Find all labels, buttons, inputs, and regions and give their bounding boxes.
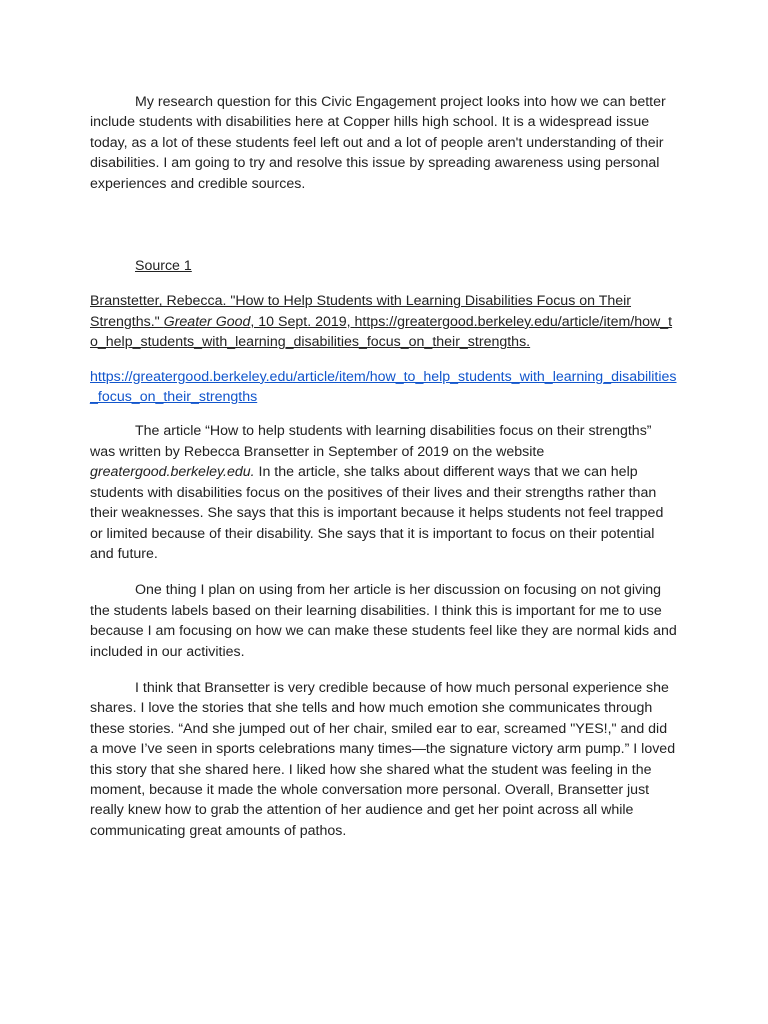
citation-author-title: Branstetter, Rebecca. "How to Help Students with Learning Disabilities Focus on Their Strengths."	[90, 293, 632, 330]
summary-text-end: In the article, she talks about different ways that we can help students with disabilities focus on the positives of their lives and their strengths rather than their weaknesses. She says that this is important because it helps students not feel trapped or limited because of their disability. She says that it is important to focus on their potential and future.	[90, 464, 664, 562]
blank-space	[90, 194, 678, 256]
citation-date: , 10 Sept. 2019,	[250, 313, 355, 330]
citation-publication: Greater Good	[163, 313, 251, 330]
source-citation	[90, 291, 678, 352]
citation-url: https://greatergood.berkeley.edu/article/item/how_to_help_students_with_learning_disabilities_focus_on_their_strengths.	[90, 313, 673, 351]
intro-paragraph: My research question for this Civic Engagement project looks into how we can better include students with disabilities here at Copper hills high school. It is a widespread issue today, as a lot of these students feel left out and a lot of people aren't understanding of their disabilities. I am going to try and resolve this issue by spreading awareness using personal experiences and credible sources.	[90, 94, 666, 192]
summary-text-start: The article “How to help students with learning disabilities focus on their strengths” was written by Rebecca Bransetter in September of 2019 on the website	[90, 423, 652, 460]
source-heading	[90, 256, 678, 276]
credibility-paragraph: I think that Bransetter is very credible because of how much personal experience she shares. I love the stories that she tells and how much emotion she communicates through these stories. “And she jumped out of her chair, smiled ear to ear, screamed "YES!," and did a move I’ve seen in sports celebrations many times—the signature victory arm pump.” I loved this story that she shared here. I liked how she shared what the student was feeling in the moment, because it made the whole conversation more personal. Overall, Bransetter just really knew how to grab the attention of her audience and get her point across all while communicating great amounts of pathos.	[90, 679, 676, 839]
source-heading-text: Source 1	[135, 258, 192, 275]
source-link[interactable]: https://greatergood.berkeley.edu/article/item/how_to_help_students_with_learning_disabilities_focus_on_their_strengths	[90, 368, 677, 406]
summary-website: greatergood.berkeley.edu.	[90, 464, 255, 481]
usage-paragraph: One thing I plan on using from her article is her discussion on focusing on not giving the students labels based on their learning disabilities. I think this is important for me to use because I am focusing on how we can make these students feel like they are normal kids and included in our activities.	[90, 582, 677, 660]
summary-paragraph	[90, 421, 678, 564]
